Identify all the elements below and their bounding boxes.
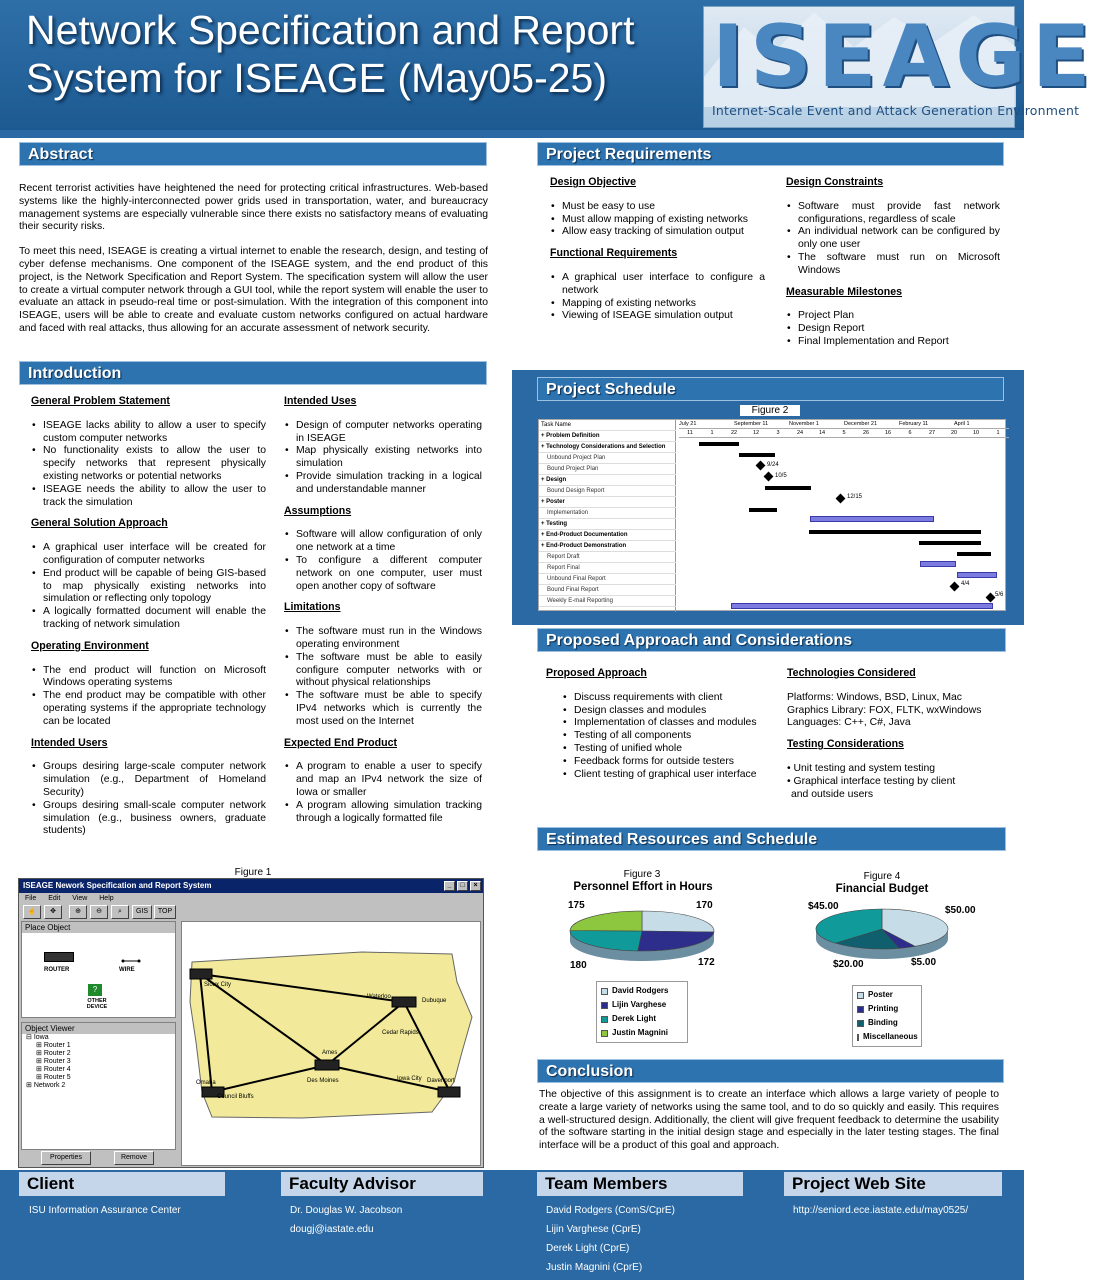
figure-3-caption: Figure 3 [623, 869, 661, 880]
section-title: Intended Users [31, 736, 108, 749]
task-name-header: Task Name [539, 420, 676, 431]
bullet-list [550, 201, 765, 239]
gantt-task-row: Bound Final Report [539, 585, 676, 596]
tree-item-router[interactable]: ⊞ Router 4 [36, 1066, 71, 1073]
legend-swatch [857, 1006, 864, 1013]
map-city-label: Davenport [427, 1078, 455, 1084]
requirements-heading: Project Requirements [537, 142, 1004, 166]
team-member: Lijin Varghese (CprE) [546, 1224, 641, 1235]
list-item: • Final Implementation and Report [786, 336, 1000, 349]
legend-label: Derek Light [612, 1014, 657, 1023]
iowa-map [182, 922, 482, 1167]
team-info [546, 1201, 675, 1277]
chart-1-legend [596, 981, 688, 1043]
legend-entry [601, 1026, 683, 1040]
legend-entry [857, 1002, 917, 1016]
poster-title [26, 6, 706, 102]
map-city-label: Sioux City [204, 982, 232, 988]
list-item: • The end product will function on Microsoft Windows operating systems [31, 665, 266, 691]
milestone-label: 4/4 [961, 581, 970, 587]
figure-2-caption: Figure 2 [740, 405, 800, 416]
section-title: Measurable Milestones [786, 285, 902, 298]
personnel-effort-pie-chart [540, 893, 750, 973]
tree-item-router[interactable]: ⊞ Router 1 [36, 1042, 71, 1049]
gantt-task-row: Report Draft [539, 552, 676, 563]
list-item: • Project Plan [786, 310, 1000, 323]
website-info [793, 1201, 968, 1220]
list-item: • The software must be able to specify IPv4 networks which is currently the most used on the Internet [284, 690, 482, 728]
introduction-heading: Introduction [19, 361, 487, 385]
text-line: • Unit testing and system testing [787, 762, 936, 774]
intro-right-section-2 [284, 505, 482, 594]
website-heading: Project Web Site [784, 1172, 1002, 1196]
section-title: Intended Uses [284, 395, 357, 407]
gantt-task-row: + Technology Considerations and Selection [539, 442, 676, 453]
team-member: Justin Magnini (CprE) [546, 1262, 643, 1273]
tree-label: Router 5 [43, 1074, 71, 1081]
list-item: • ISEAGE needs the ability to allow the user to track the simulation [31, 484, 266, 510]
menu-edit[interactable]: Edit [48, 895, 61, 902]
gantt-task-row: Weekly E-mail Reporting [539, 596, 676, 607]
chart-2-title: Financial Budget [835, 883, 929, 895]
gantt-month-label: December 21 [844, 420, 899, 429]
top-button[interactable]: TOP [154, 905, 176, 919]
legend-entry [857, 988, 917, 1002]
pie-data-label: 172 [698, 957, 715, 968]
list-item: • No functionality exists to allow the user to specify networks that represent physically existing networks or potential networks [31, 445, 266, 483]
milestone-marker [764, 472, 774, 482]
approach-heading: Proposed Approach and Considerations [537, 628, 1006, 652]
gantt-day-label: 26 [855, 429, 877, 438]
conclusion-heading: Conclusion [537, 1059, 1004, 1083]
bullet-list [284, 420, 482, 497]
list-item: • An individual network can be configured by only one user [786, 226, 1000, 252]
section-title: Design Constraints [786, 176, 884, 188]
pie-data-label: 170 [696, 900, 713, 911]
gantt-day-label: 24 [789, 429, 811, 438]
gantt-task-row: Unbound Project Plan [539, 453, 676, 464]
wire-label: WIRE [119, 967, 135, 973]
team-heading: Team Members [537, 1172, 743, 1196]
list-item: • The software must run in the Windows operating environment [284, 626, 482, 652]
gantt-day-label: 14 [811, 429, 833, 438]
gantt-month-label: September 11 [734, 420, 789, 429]
tree-item-iowa[interactable]: ⊟ Iowa [26, 1034, 49, 1041]
advisor-info [290, 1201, 402, 1239]
legend-label: Lijin Varghese [612, 1000, 667, 1009]
list-item: • Testing of unified whole [562, 743, 771, 756]
close-icon[interactable]: × [470, 881, 481, 891]
place-object-pane [21, 921, 176, 1018]
move-tool-icon[interactable]: ✥ [44, 905, 62, 919]
gantt-task-row: Report Final [539, 563, 676, 574]
pie-data-label: 180 [570, 960, 587, 971]
summary-bar [809, 530, 981, 534]
gantt-month-label: November 1 [789, 420, 844, 429]
gantt-task-row: + Poster [539, 497, 676, 508]
list-item: • A graphical user interface to configure a network [550, 272, 765, 298]
tree-item-router[interactable]: ⊞ Router 3 [36, 1058, 71, 1065]
tree-item-network[interactable]: ⊞ Network 2 [26, 1082, 66, 1089]
requirements-left-column [550, 168, 765, 327]
wire-icon[interactable] [122, 952, 136, 958]
pie-data-label: $45.00 [808, 901, 839, 912]
resources-heading: Estimated Resources and Schedule [537, 827, 1006, 851]
section-title: Proposed Approach [546, 667, 647, 679]
legend-label: Printing [868, 1004, 899, 1013]
approach-left-column [546, 659, 771, 785]
list-item: • Provide simulation tracking in a logical and understandable manner [284, 471, 482, 497]
legend-swatch [857, 992, 864, 999]
gantt-day-label: 22 [723, 429, 745, 438]
summary-bar [765, 486, 811, 490]
section-title: Operating Environment [31, 639, 149, 652]
header-banner [0, 0, 1097, 130]
advisor-name: Dr. Douglas W. Jacobson [290, 1205, 403, 1216]
menu-file[interactable]: File [25, 895, 37, 902]
list-item: • Software will allow configuration of only one network at a time [284, 529, 482, 555]
question-icon[interactable]: ? [88, 984, 102, 996]
summary-bar [749, 508, 777, 512]
logo-wordmark: ISEAGE [712, 7, 1097, 107]
list-item: • Allow easy tracking of simulation output [550, 226, 765, 239]
gantt-task-row: Implementation [539, 508, 676, 519]
list-item: • A logically formatted document will enable the tracking of network simulation [31, 606, 266, 632]
task-name-column [539, 420, 676, 612]
legend-label: Binding [868, 1018, 898, 1027]
tree-label: Router 1 [43, 1042, 71, 1049]
pie-data-label: $50.00 [945, 905, 976, 916]
intro-left-section-2 [31, 517, 266, 631]
figure-4-caption: Figure 4 [863, 871, 901, 882]
window-title: ISEAGE Nework Specification and Report System [23, 881, 212, 890]
legend-label: David Rodgers [612, 986, 669, 995]
search-icon[interactable]: ⌕ [111, 905, 129, 919]
conclusion-body: The objective of this assignment is to create an interface which allows a large variety of people to create a large variety of networks using the same tool, and to do so quickly and easily. This requires a well-structured design. Additionally, the client will give frequent feedback to determine the usability of the software starting in the initial design stage and especially in the later testing stages. The final interface will be a product of this goal and approach. [539, 1089, 999, 1152]
map-city-label: Waterloo [367, 994, 391, 1000]
task-bar [920, 561, 956, 567]
text-line: • Graphical interface testing by client [787, 775, 956, 787]
milestone-label: 5/6 [995, 592, 1004, 598]
client-name: ISU Information Assurance Center [29, 1205, 181, 1216]
bullet-list [284, 529, 482, 593]
team-member: Derek Light (CprE) [546, 1243, 630, 1254]
list-item: • A graphical user interface will be created for configuration of computer networks [31, 542, 266, 568]
list-item: • End product will be capable of being GIS-based to map physically existing networks into simulation or reflecting only topology [31, 568, 266, 606]
client-info [29, 1201, 181, 1220]
list-item: • ISEAGE lacks ability to allow a user to specify custom computer networks [31, 420, 266, 446]
map-canvas[interactable] [181, 921, 481, 1166]
section-title: General Solution Approach [31, 517, 168, 530]
bullet-list [546, 692, 771, 782]
intro-right-section-4 [284, 737, 482, 826]
list-item: • Viewing of ISEAGE simulation output [550, 310, 765, 323]
task-bar [957, 572, 997, 578]
router-label: ROUTER [44, 967, 70, 973]
logo-subtitle: Internet-Scale Event and Attack Generation Environment [712, 103, 1080, 118]
pointer-tool-icon[interactable]: ☝ [23, 905, 41, 919]
gantt-day-label: 1 [987, 429, 1009, 438]
gantt-month-label: February 11 [899, 420, 954, 429]
tree-item-router[interactable]: ⊞ Router 5 [36, 1074, 71, 1081]
gantt-chart [538, 419, 1006, 611]
map-city-label: Council Bluffs [217, 1094, 254, 1100]
requirements-right-column [786, 168, 1000, 353]
pie-data-label: 175 [568, 900, 585, 911]
place-object-title: Place Object [22, 922, 175, 933]
list-item: • Mapping of existing networks [550, 298, 765, 311]
approach-right-column [787, 659, 1002, 801]
financial-budget-pie-chart [795, 893, 985, 973]
bullet-list [31, 665, 266, 729]
gantt-task-row: Bound Project Plan [539, 464, 676, 475]
gantt-day-label: 5 [833, 429, 855, 438]
other-device-label: OTHER DEVICE [86, 998, 108, 1010]
list-item: • A program allowing simulation tracking through a logically formatted file [284, 800, 482, 826]
advisor-email[interactable]: dougj@iastate.edu [290, 1224, 374, 1235]
pie-data-label: $5.00 [911, 957, 937, 968]
pie-data-label: $20.00 [833, 959, 864, 970]
task-bar [731, 603, 993, 609]
gantt-task-row: + End-Product Demonstration [539, 541, 676, 552]
milestone-marker [950, 582, 960, 592]
gantt-task-row: + Problem Definition [539, 431, 676, 442]
legend-swatch [601, 1002, 608, 1009]
list-item: • Design Report [786, 323, 1000, 336]
legend-swatch [601, 1030, 608, 1037]
intro-right-section-1 [284, 395, 482, 497]
text-line: Languages: C++, C#, Java [787, 717, 911, 729]
gantt-day-label: 6 [899, 429, 921, 438]
intro-right-column [284, 387, 482, 829]
legend-swatch [601, 1016, 608, 1023]
tree-label: Router 2 [43, 1050, 71, 1057]
gantt-day-label: 16 [877, 429, 899, 438]
menu-bar [19, 893, 483, 905]
summary-bar [699, 442, 739, 446]
list-item: • Must be easy to use [550, 201, 765, 214]
figure-1-app-window [18, 878, 484, 1168]
gantt-day-label: 27 [921, 429, 943, 438]
schedule-heading: Project Schedule [537, 377, 1004, 401]
maximize-icon[interactable]: □ [457, 881, 468, 891]
summary-bar [739, 453, 775, 457]
title-line-1: Network Specification and Report [26, 7, 635, 53]
router-icon[interactable] [44, 952, 74, 962]
legend-label: Justin Magnini [612, 1028, 668, 1037]
properties-button[interactable]: Properties [41, 1151, 91, 1165]
text-line: Graphics Library: FOX, FLTK, wxWindows [787, 704, 982, 716]
map-city-label: Ames [322, 1050, 338, 1056]
bullet-list [786, 310, 1000, 348]
legend-swatch [601, 988, 608, 995]
text-line: Platforms: Windows, BSD, Linux, Mac [787, 691, 962, 703]
list-item: • The end product may be compatible with other operating systems if the appropriate technology can be located [31, 690, 266, 728]
bullet-list [550, 272, 765, 323]
bullet-list [31, 542, 266, 632]
list-item: • Testing of all components [562, 730, 771, 743]
list-item: • The software must run on Microsoft Windows [786, 252, 1000, 278]
bullet-list [31, 420, 266, 510]
section-title: Functional Requirements [550, 247, 678, 260]
list-item: • To configure a different computer network on one computer, user must open another copy of software [284, 555, 482, 593]
gantt-day-label: 20 [943, 429, 965, 438]
menu-view[interactable]: View [72, 895, 88, 902]
map-city-label: Cedar Rapids [382, 1030, 419, 1036]
legend-entry [601, 998, 683, 1012]
window-titlebar [19, 879, 483, 893]
pie-slice [570, 911, 642, 931]
bullet-list [31, 761, 266, 838]
legend-swatch [857, 1034, 859, 1041]
legend-entry [601, 1012, 683, 1026]
tree-label: Iowa [33, 1034, 49, 1041]
legend-entry [857, 1030, 917, 1044]
legend-label: Miscellaneous [863, 1032, 918, 1041]
title-line-2: System for ISEAGE (May05-25) [26, 55, 608, 101]
section-title: Assumptions [284, 504, 352, 517]
intro-left-section-4 [31, 737, 266, 839]
summary-bar [957, 552, 991, 556]
list-item: • Map physically existing networks into simulation [284, 445, 482, 471]
milestone-label: 12/15 [847, 494, 863, 500]
abstract-paragraph-1: Recent terrorist activities have heightened the need for protecting critical infrastructures. Web-based systems like the highly-interconnected power grids used in transportation, water, and bureaucracy management systems are especially vulnerable since there exists no satisfactory means of evaluating their security risks. [19, 183, 488, 233]
list-item: • A program to enable a user to specify and map an IPv4 network the size of Iowa or smaller [284, 761, 482, 799]
legend-label: Poster [868, 990, 893, 999]
section-title: Limitations [284, 601, 341, 614]
gantt-day-label: 12 [745, 429, 767, 438]
section-title: Expected End Product [284, 736, 398, 749]
intro-left-section-1 [31, 395, 266, 509]
map-city-label: Iowa City [397, 1076, 422, 1082]
object-viewer-pane [21, 1022, 176, 1150]
menu-help[interactable]: Help [99, 895, 114, 902]
bullet-list [786, 201, 1000, 278]
legend-entry [601, 984, 683, 998]
summary-bar [919, 541, 981, 545]
section-title: General Problem Statement [31, 395, 170, 407]
gantt-task-row: Bound Design Report [539, 486, 676, 497]
gantt-day-label: 11 [679, 429, 701, 438]
gis-button[interactable]: GIS [132, 905, 152, 919]
list-item: • Groups desiring large-scale computer network simulation (e.g., Department of Homeland Security) [31, 761, 266, 799]
bullet-list [284, 626, 482, 728]
abstract-heading: Abstract [19, 142, 487, 166]
list-item: • The software must be able to easily configure computer networks with or without physical relationships [284, 652, 482, 690]
advisor-heading: Faculty Advisor [281, 1172, 483, 1196]
legend-swatch [857, 1020, 864, 1027]
list-item: • Groups desiring small-scale computer network simulation (e.g., business owners, graduate students) [31, 800, 266, 838]
list-item: • Implementation of classes and modules [562, 717, 771, 730]
object-viewer-title: Object Viewer [22, 1023, 175, 1034]
gantt-day-label: 3 [767, 429, 789, 438]
milestone-marker [836, 494, 846, 504]
map-city-label: Dubuque [422, 998, 447, 1004]
team-member: David Rodgers (ComS/CprE) [546, 1205, 675, 1216]
milestone-marker [756, 461, 766, 471]
abstract-body [19, 183, 488, 348]
chart-1-title: Personnel Effort in Hours [573, 881, 713, 893]
section-title: Technologies Considered [787, 667, 916, 679]
gantt-month-label: July 21 [679, 420, 734, 429]
website-link[interactable]: http://seniord.ece.iastate.edu/may0525/ [793, 1205, 969, 1216]
bullet-list [284, 761, 482, 825]
milestone-label: 9/24 [767, 462, 779, 468]
gantt-task-row: + End-Product Documentation [539, 530, 676, 541]
list-item: • Software must provide fast network configurations, regardless of scale [786, 201, 1000, 227]
abstract-paragraph-2: To meet this need, ISEAGE is creating a virtual internet to enable the research, design, and testing of cyber defense mechanisms. One component of the ISEAGE system, and the end product of this project, is the Network Specification and Report System. The specification system will allow the user to create a virtual computer network through a GUI tool, while the report system will enable the user to evaluate an attack in pseudo-real time or post-simulation. With the integration of this component into ISEAGE, users will be able to create and evaluate custom networks configured on actual hardware and faced with real attacks, thus allowing for an accurate assessment of network security. [19, 246, 488, 334]
intro-left-column [31, 387, 266, 842]
figure-1-caption: Figure 1 [234, 867, 272, 878]
gantt-month-label: April 1 [954, 420, 1009, 429]
gantt-task-row: + Testing [539, 519, 676, 530]
section-title: Testing Considerations [787, 738, 904, 751]
legend-entry [857, 1016, 917, 1030]
tree-label: Router 3 [43, 1058, 71, 1065]
map-city-label: Omaha [196, 1080, 216, 1086]
gantt-task-row: Unbound Final Report [539, 574, 676, 585]
list-item: • Discuss requirements with client [562, 692, 771, 705]
iseage-logo [703, 6, 1097, 128]
chart-2-legend [852, 985, 922, 1047]
gantt-task-row: + Design [539, 475, 676, 486]
milestone-marker [986, 593, 996, 603]
list-item: • Must allow mapping of existing networks [550, 214, 765, 227]
list-item: • Design classes and modules [562, 705, 771, 718]
gantt-day-label: 1 [701, 429, 723, 438]
tree-label: Router 4 [43, 1066, 71, 1073]
gantt-day-label: 10 [965, 429, 987, 438]
text-line: and outside users [791, 788, 874, 800]
client-heading: Client [19, 1172, 225, 1196]
list-item: • Feedback forms for outside testers [562, 756, 771, 769]
zoom-in-icon[interactable]: ⊕ [69, 905, 87, 919]
intro-right-section-3 [284, 601, 482, 728]
minimize-icon[interactable]: _ [444, 881, 455, 891]
map-city-label: Des Moines [307, 1078, 339, 1084]
milestone-label: 10/5 [775, 473, 787, 479]
pie-slice [642, 911, 714, 932]
remove-button[interactable]: Remove [114, 1151, 154, 1165]
zoom-out-icon[interactable]: ⊖ [90, 905, 108, 919]
intro-left-section-3 [31, 640, 266, 729]
list-item: • Client testing of graphical user interface [562, 769, 771, 782]
tree-label: Network 2 [33, 1082, 66, 1089]
task-bar [810, 516, 934, 522]
section-title: Design Objective [550, 176, 636, 188]
tree-item-router[interactable]: ⊞ Router 2 [36, 1050, 71, 1057]
list-item: • Design of computer networks operating in ISEAGE [284, 420, 482, 446]
